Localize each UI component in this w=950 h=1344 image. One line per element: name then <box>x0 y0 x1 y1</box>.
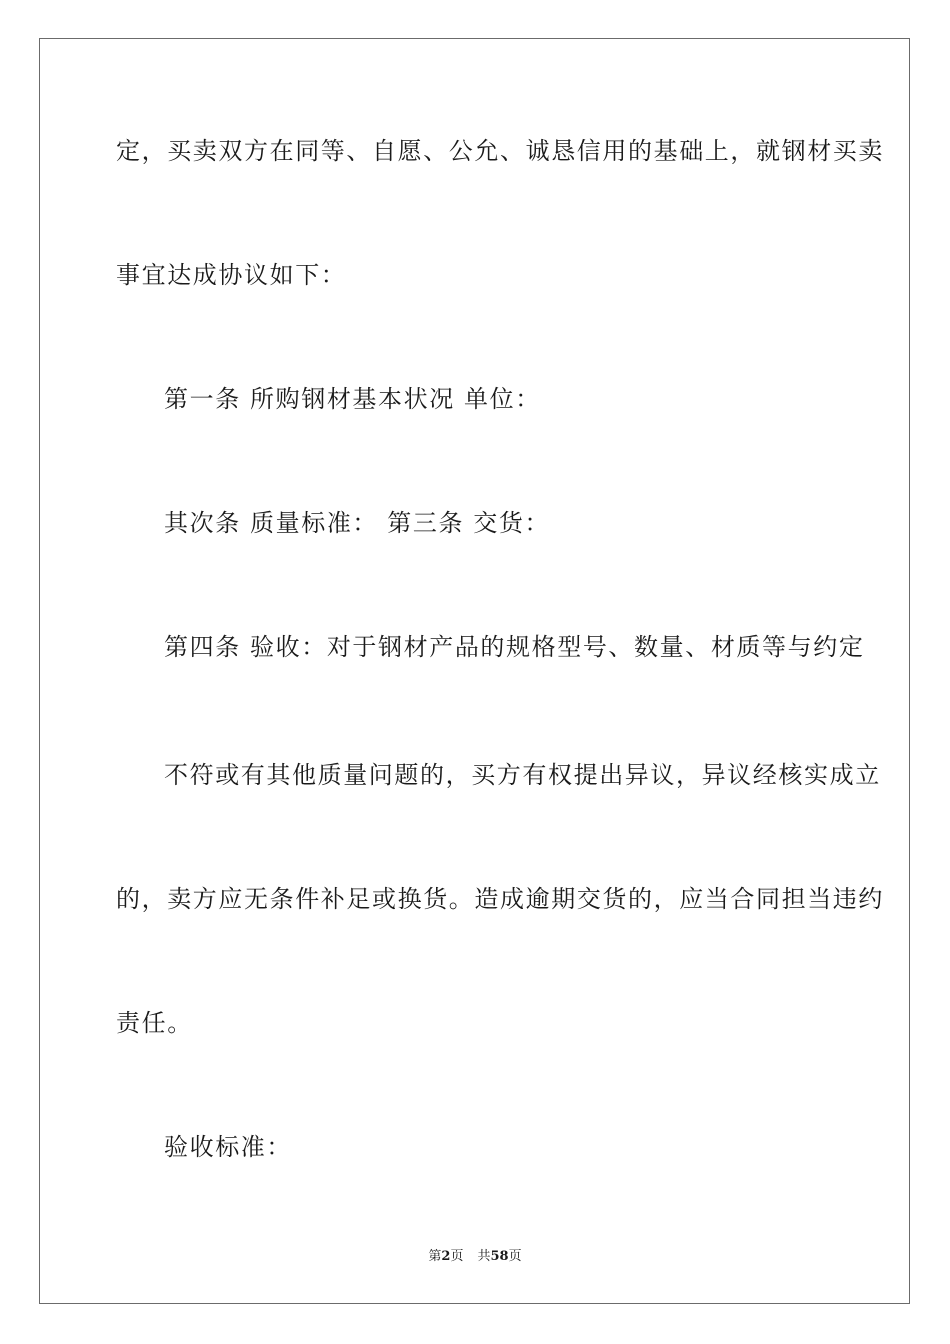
page-prefix: 第 <box>428 1249 442 1264</box>
page-current: 2 <box>441 1249 451 1264</box>
article-1-heading: 第一条 所购钢材基本状况 单位： <box>164 385 541 413</box>
page-footer <box>0 1248 950 1266</box>
article-2-3-heading: 其次条 质量标准： 第三条 交货： <box>164 509 551 537</box>
text-line: 责任。 <box>116 1009 193 1037</box>
page-total: 58 <box>490 1249 509 1264</box>
text-line: 定，买卖双方在同等、自愿、公允、诚恳信用的基础上，就钢材买卖 <box>116 137 884 165</box>
text-line: 事宜达成协议如下： <box>116 261 347 289</box>
text-line: 不符或有其他质量问题的，买方有权提出异议，异议经核实成立 <box>164 761 881 789</box>
text-line: 的，卖方应无条件补足或换货。造成逾期交货的，应当合同担当违约 <box>116 885 884 913</box>
article-4-text: 第四条 验收：对于钢材产品的规格型号、数量、材质等与约定 <box>164 633 865 661</box>
total-suffix: 页 <box>508 1249 522 1264</box>
total-prefix: 共 <box>477 1249 491 1264</box>
acceptance-standard-heading: 验收标准： <box>164 1133 292 1161</box>
page-border <box>39 38 910 1304</box>
page-suffix: 页 <box>450 1249 464 1264</box>
